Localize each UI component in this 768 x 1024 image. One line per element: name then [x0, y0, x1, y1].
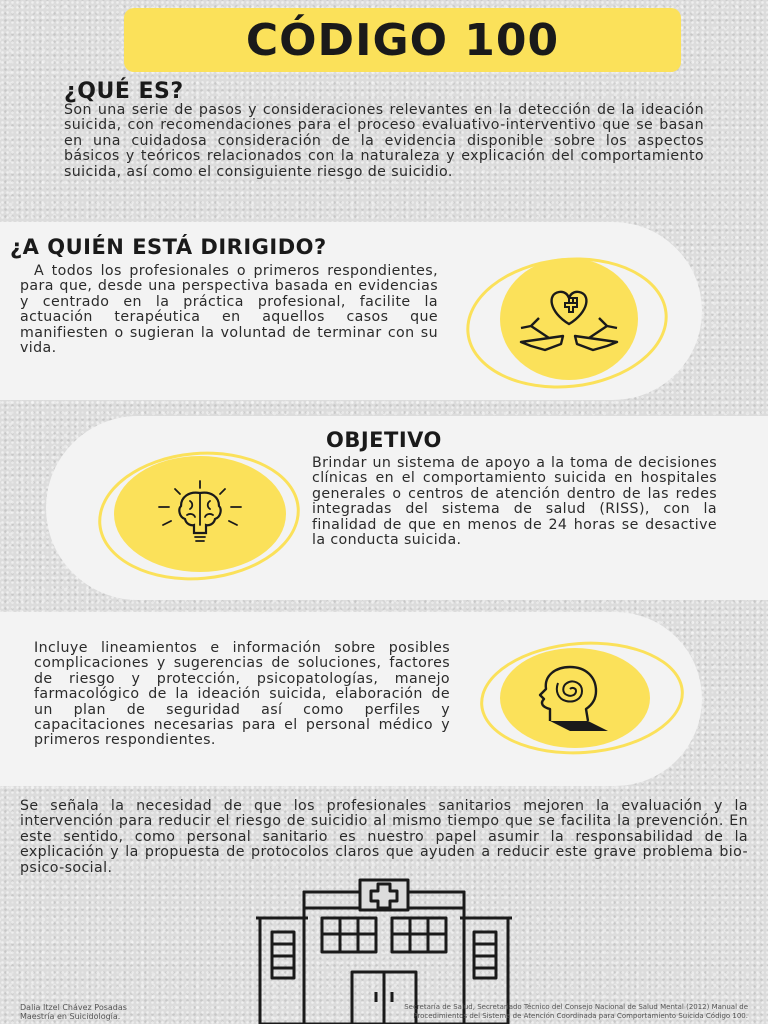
a-quien-heading: ¿A QUIÉN ESTÁ DIRIGIDO?: [10, 235, 327, 259]
reference-line-2: Procedimientos del Sistema de Atención Coordinada para Comportamiento Suicida Código 100.: [413, 1011, 748, 1020]
author-program: Maestría en Suicidología.: [20, 1012, 121, 1021]
page-title: CÓDIGO 100: [245, 14, 560, 66]
author-credit: [20, 1003, 220, 1021]
title-banner: [124, 8, 681, 72]
author-name: Dalia Itzel Chávez Posadas: [20, 1003, 127, 1012]
objetivo-text: Brindar un sistema de apoyo a la toma de decisiones clínicas en el comportamiento suicida en hospitales generales o centros de atención dentro de las redes integradas del sistema de salud (RISS), con la finalidad de que en menos de 24 horas se desactive la conducta suicida.: [312, 455, 717, 549]
objetivo-heading: OBJETIVO: [326, 428, 442, 452]
heart-hands-icon: [509, 284, 629, 354]
head-spiral-badge: [500, 648, 650, 748]
que-es-text: Son una serie de pasos y consideraciones relevantes en la detección de la ideación suicida, con recomendaciones para el proceso evaluativo-interventivo que se basan en una cuidadosa consideración de la evidencia disponible sobre los aspectos básicos y teóricos relacionados con la naturaleza y explicación del comportamiento suicida, así como el consiguiente riesgo de suicidio.: [64, 102, 704, 180]
que-es-heading: ¿QUÉ ES?: [64, 79, 184, 104]
incluye-text: Incluye lineamientos e información sobre posibles complicaciones y sugerencias de soluciones, factores de riesgo y protección, psicopatologías, manejo farmacológico de la ideación suicida, elaboración de un plan de seguridad así como perfiles y capacitaciones necesarias para el personal médico y primeros respondientes.: [34, 640, 450, 749]
a-quien-text: A todos los profesionales o primeros respondientes, para que, desde una perspectiva basada en evidencias y centrado en la práctica profesional, facilite la actuación terapéutica en aquellos casos que manifiesten o sugieran la voluntad de terminar con su vida.: [20, 263, 438, 357]
reference-citation: [328, 1003, 748, 1020]
reference-line-1: Secretaría de Salud, Secretariado Técnico del Consejo Nacional de Salud Mental (2012) Manual de: [404, 1003, 748, 1011]
brain-lightbulb-icon: [145, 479, 255, 549]
heart-hands-badge: [500, 258, 638, 380]
brain-lightbulb-badge: [114, 456, 286, 572]
head-spiral-icon: [530, 663, 620, 733]
conclusion-text: Se señala la necesidad de que los profesionales sanitarios mejoren la evaluación y la intervención para reducir el riesgo de suicidio al mismo tiempo que se facilita la prevención. En este sentido, como personal sanitario es nuestro papel asumir la responsabilidad de la explicación y la propuesta de protocolos claros que ayuden a reducir este grave problema bio-psico-social.: [20, 798, 748, 876]
